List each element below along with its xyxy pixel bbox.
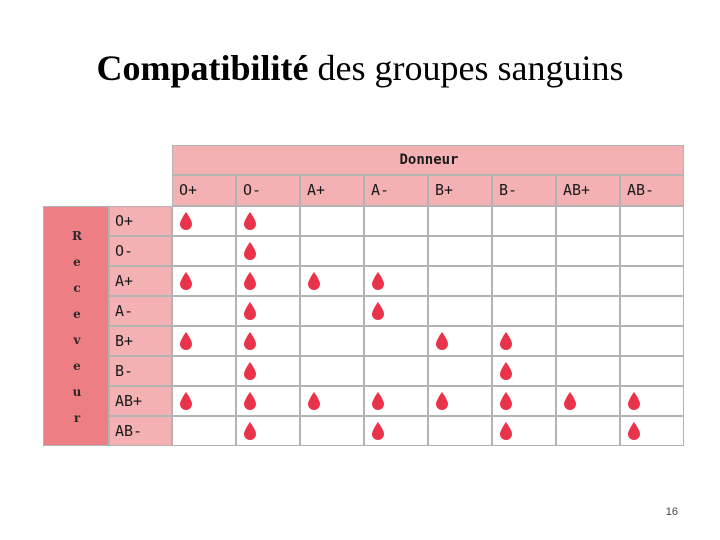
compat-cell — [428, 326, 492, 356]
receiver-letter: e — [73, 307, 81, 321]
donor-group-label: A+ — [307, 181, 326, 199]
compat-cell — [428, 356, 492, 386]
blood-drop-icon — [370, 301, 386, 321]
compat-cell — [620, 296, 684, 326]
donor-group-label: O+ — [179, 181, 198, 199]
compat-cell — [620, 266, 684, 296]
compat-cell — [236, 416, 300, 446]
donor-group-label: O- — [243, 181, 262, 199]
receiver-group-label: O- — [115, 242, 134, 260]
receiver-group-cell — [109, 266, 172, 296]
blood-drop-icon — [626, 421, 642, 441]
compat-cell — [172, 266, 236, 296]
donor-group-cell — [428, 175, 492, 206]
receiver-group-label: O+ — [115, 212, 134, 230]
receiver-group-cell — [109, 416, 172, 446]
blood-drop-icon — [242, 241, 258, 261]
compat-cell — [492, 356, 556, 386]
donor-group-label: A- — [371, 181, 390, 199]
blood-drop-icon — [562, 391, 578, 411]
compat-cell — [172, 356, 236, 386]
blood-drop-icon — [242, 421, 258, 441]
receiver-group-cell — [109, 326, 172, 356]
receiver-group-label: AB- — [115, 422, 143, 440]
compat-cell — [172, 386, 236, 416]
compat-cell — [492, 386, 556, 416]
page-number: 16 — [665, 506, 678, 518]
compat-cell — [556, 326, 620, 356]
receiver-group-label: AB+ — [115, 392, 143, 410]
donor-group-cell — [620, 175, 684, 206]
donor-group-cell — [492, 175, 556, 206]
compat-cell — [172, 296, 236, 326]
blood-drop-icon — [626, 391, 642, 411]
compat-cell — [236, 236, 300, 266]
compat-cell — [300, 206, 364, 236]
donor-group-cell — [364, 175, 428, 206]
compat-cell — [492, 266, 556, 296]
compat-cell — [236, 266, 300, 296]
receiver-letter: v — [73, 333, 81, 347]
donor-header-cell — [172, 145, 684, 175]
receiver-letter: u — [72, 385, 82, 399]
blood-drop-icon — [370, 391, 386, 411]
receiver-group-label: A+ — [115, 272, 134, 290]
compat-cell — [620, 236, 684, 266]
blood-drop-icon — [178, 271, 194, 291]
compat-cell — [236, 386, 300, 416]
compat-cell — [556, 236, 620, 266]
compat-cell — [172, 206, 236, 236]
receiver-letter: r — [73, 411, 81, 425]
compat-cell — [364, 326, 428, 356]
donor-group-cell — [300, 175, 364, 206]
compat-cell — [620, 416, 684, 446]
donor-header: Donneur — [399, 152, 459, 168]
donor-group-label: B+ — [435, 181, 454, 199]
blood-drop-icon — [370, 271, 386, 291]
compat-cell — [236, 296, 300, 326]
blood-drop-icon — [242, 361, 258, 381]
compat-cell — [364, 356, 428, 386]
compat-cell — [620, 326, 684, 356]
compat-cell — [556, 296, 620, 326]
blood-drop-icon — [306, 391, 322, 411]
donor-group-label: B- — [499, 181, 518, 199]
compat-cell — [172, 236, 236, 266]
donor-group-label: AB+ — [563, 181, 591, 199]
compat-cell — [620, 386, 684, 416]
compat-cell — [364, 296, 428, 326]
compat-cell — [300, 356, 364, 386]
blood-drop-icon — [370, 421, 386, 441]
receiver-group-label: B- — [115, 362, 134, 380]
blood-drop-icon — [434, 391, 450, 411]
corner-blank — [109, 175, 172, 206]
slide-title-rest: des groupes sanguins — [308, 48, 624, 88]
compat-cell — [556, 386, 620, 416]
compat-cell — [236, 326, 300, 356]
blood-drop-icon — [178, 391, 194, 411]
receiver-group-cell — [109, 386, 172, 416]
receiver-group-cell — [109, 206, 172, 236]
blood-drop-icon — [178, 331, 194, 351]
compat-cell — [492, 296, 556, 326]
receiver-letter: R — [72, 229, 82, 243]
receiver-letter: e — [73, 255, 81, 269]
blood-drop-icon — [498, 421, 514, 441]
compat-cell — [428, 296, 492, 326]
compat-cell — [620, 356, 684, 386]
compat-cell — [364, 386, 428, 416]
compat-cell — [236, 206, 300, 236]
compat-cell — [428, 416, 492, 446]
blood-drop-icon — [498, 391, 514, 411]
receiver-group-label: B+ — [115, 332, 134, 350]
donor-group-label: AB- — [627, 181, 655, 199]
blood-drop-icon — [178, 211, 194, 231]
compat-cell — [556, 356, 620, 386]
receiver-group-label: A- — [115, 302, 134, 320]
blood-drop-icon — [242, 271, 258, 291]
compat-cell — [300, 416, 364, 446]
receiver-letter: c — [73, 281, 81, 295]
compat-cell — [556, 266, 620, 296]
blood-drop-icon — [242, 391, 258, 411]
receiver-header-cell — [43, 206, 109, 446]
blood-drop-icon — [498, 331, 514, 351]
slide-title-bold: Compatibilité — [96, 48, 309, 88]
compat-cell — [428, 206, 492, 236]
blood-drop-icon — [242, 301, 258, 321]
blood-drop-icon — [242, 211, 258, 231]
donor-group-cell — [172, 175, 236, 206]
compat-cell — [300, 386, 364, 416]
compat-cell — [172, 326, 236, 356]
donor-group-cell — [556, 175, 620, 206]
donor-group-cell — [236, 175, 300, 206]
compat-cell — [364, 416, 428, 446]
receiver-group-cell — [109, 296, 172, 326]
blood-drop-icon — [434, 331, 450, 351]
compat-cell — [300, 266, 364, 296]
blood-drop-icon — [498, 361, 514, 381]
compat-cell — [428, 386, 492, 416]
blood-drop-icon — [306, 271, 322, 291]
compat-cell — [172, 416, 236, 446]
compat-cell — [300, 236, 364, 266]
compat-cell — [364, 236, 428, 266]
compat-cell — [620, 206, 684, 236]
blood-drop-icon — [242, 331, 258, 351]
compat-cell — [236, 356, 300, 386]
compat-cell — [428, 236, 492, 266]
compat-cell — [556, 416, 620, 446]
compat-cell — [492, 206, 556, 236]
compat-cell — [364, 206, 428, 236]
compat-cell — [492, 236, 556, 266]
receiver-group-cell — [109, 236, 172, 266]
compat-cell — [492, 416, 556, 446]
compat-cell — [364, 266, 428, 296]
compat-cell — [492, 326, 556, 356]
receiver-group-cell — [109, 356, 172, 386]
compat-cell — [428, 266, 492, 296]
compat-cell — [300, 296, 364, 326]
receiver-letter: e — [73, 359, 81, 373]
compat-cell — [556, 206, 620, 236]
compat-cell — [300, 326, 364, 356]
